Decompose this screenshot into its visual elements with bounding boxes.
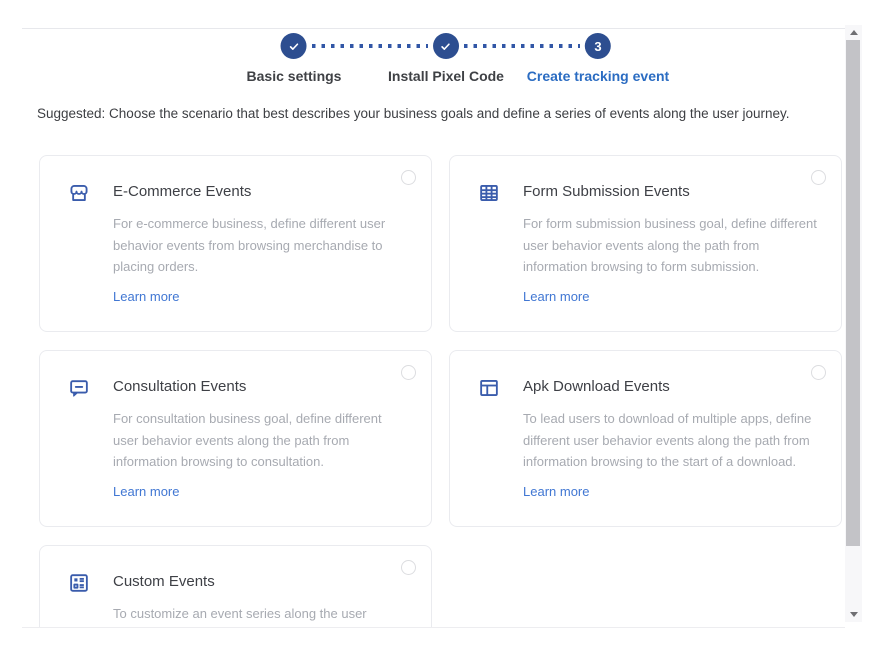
card-description: For consultation business goal, define different user behavior events along the path from information browsing to consultation. [113,411,382,469]
radio-button[interactable] [401,170,416,185]
card-title: E-Commerce Events [113,183,252,200]
checklist-icon [66,570,92,596]
card-title: Form Submission Events [523,183,690,200]
scrollbar-down-button[interactable] [845,607,862,622]
card-description: To customize an event series along the user [113,606,367,621]
learn-more-link[interactable]: Learn more [523,483,590,499]
card-form-submission-events[interactable] [449,155,842,332]
suggestion-text: Suggested: Choose the scenario that best describes your business goals and define a series of events along the user journey. [37,106,790,121]
radio-button[interactable] [811,170,826,185]
card-custom-events[interactable] [39,545,432,628]
card-description: For form submission business goal, define different user behavior events along the path from information browsing to form submission. [523,216,817,274]
card-title: Apk Download Events [523,378,670,395]
learn-more-link[interactable]: Learn more [113,288,180,304]
card-title: Consultation Events [113,378,247,395]
scrollbar-thumb[interactable] [846,40,860,546]
scrollbar-up-button[interactable] [845,25,862,40]
radio-button[interactable] [401,560,416,575]
scenario-card-grid [39,155,842,628]
card-description: For e-commerce business, define different user behavior events from browsing merchandise to placing orders. [113,216,386,274]
card-title: Custom Events [113,573,215,590]
radio-button[interactable] [401,365,416,380]
scroll-down-arrow-icon [850,612,858,617]
layout-icon [476,375,502,401]
card-consultation-events[interactable] [39,350,432,527]
vertical-scrollbar[interactable] [845,25,862,622]
step-2-label: Install Pixel Code [388,68,504,84]
learn-more-link[interactable]: Learn more [113,483,180,499]
step-3-label: Create tracking event [526,68,670,84]
speech-bubble-icon [66,375,92,401]
table-icon [476,180,502,206]
card-ecommerce-events[interactable] [39,155,432,332]
radio-button[interactable] [811,365,826,380]
learn-more-link[interactable]: Learn more [523,288,590,304]
card-description: To lead users to download of multiple apps, define different user behavior events along the path from information browsing to the start of a download. [523,411,812,469]
step-1-label: Basic settings [246,68,342,84]
bottom-divider [22,627,845,628]
scroll-up-arrow-icon [850,30,858,35]
storefront-icon [66,180,92,206]
card-apk-download-events[interactable] [449,350,842,527]
step-3-circle[interactable]: 3 [585,33,611,59]
